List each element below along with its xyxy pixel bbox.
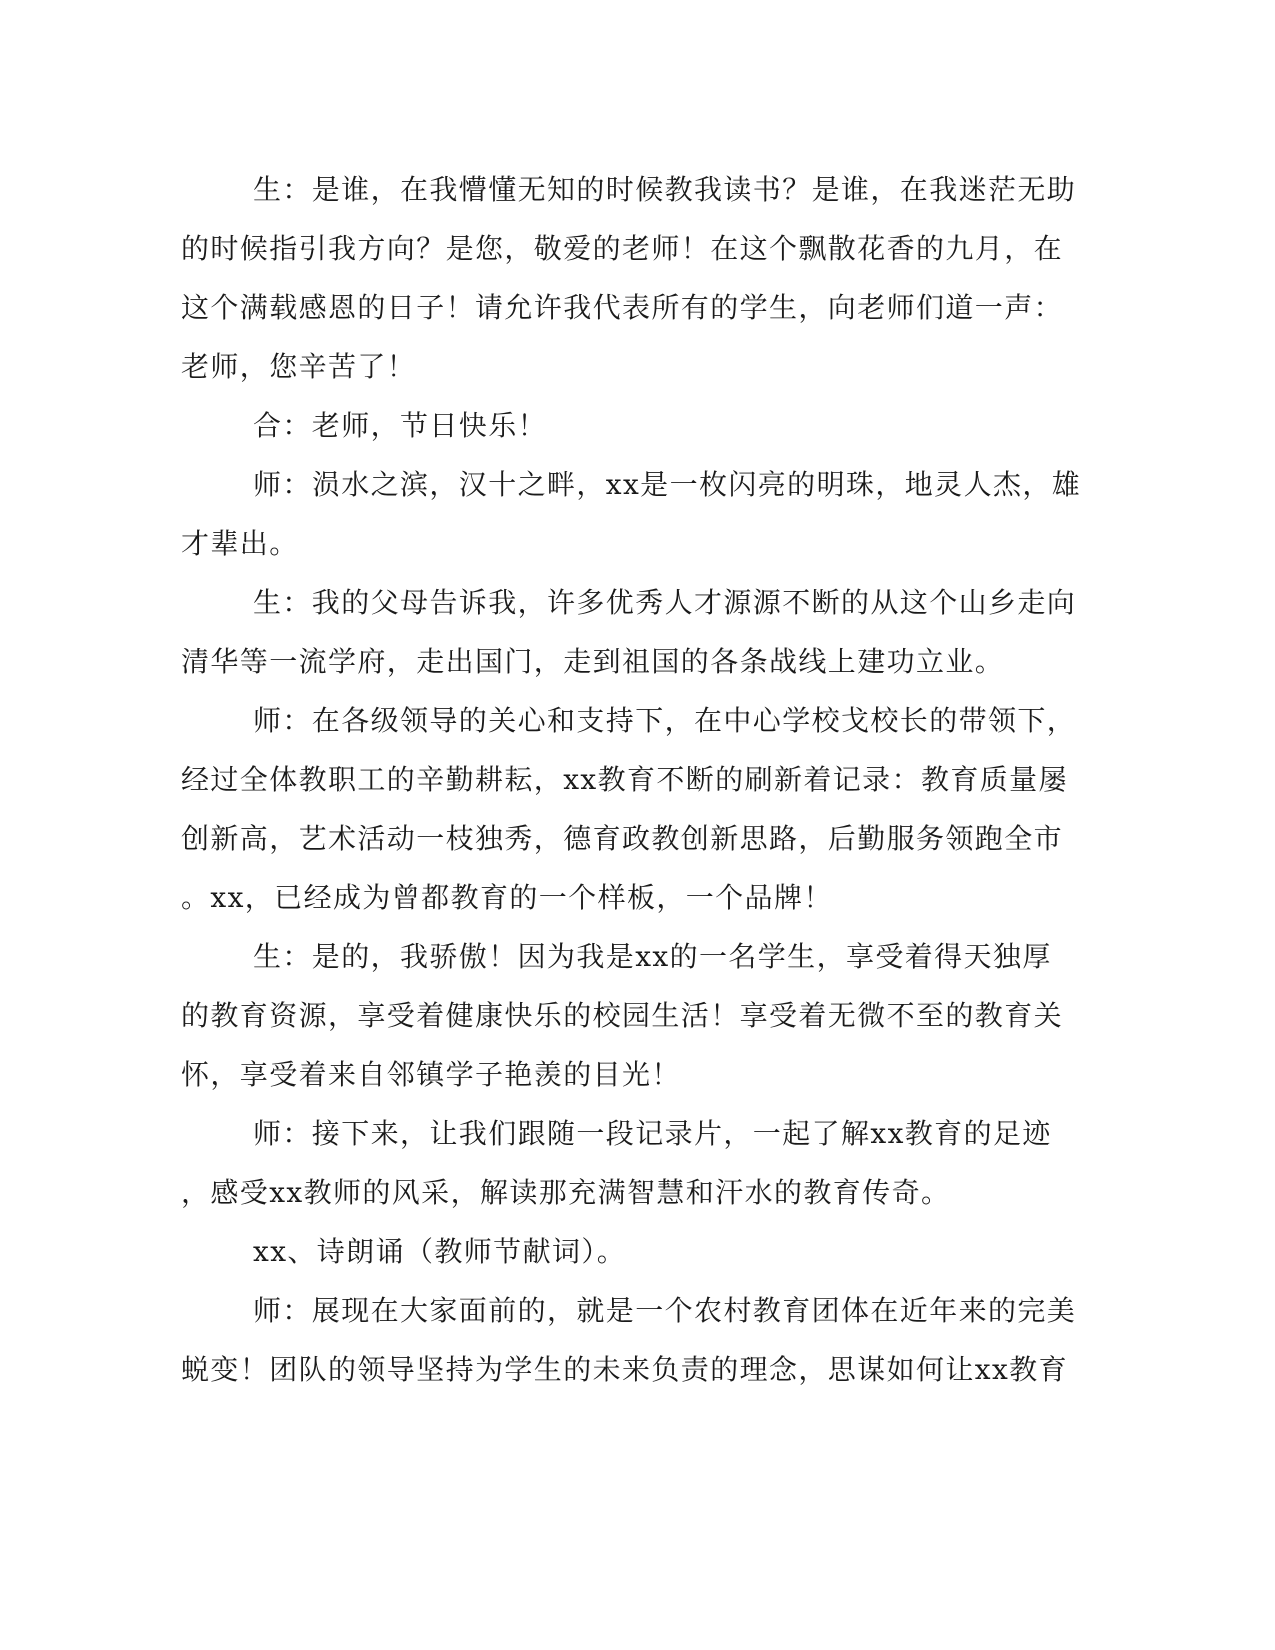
text-line: 的教育资源，享受着健康快乐的校园生活！享受着无微不至的教育关 bbox=[181, 999, 1064, 1032]
paragraph-teacher-1 bbox=[181, 455, 1082, 573]
paragraph-poem-heading bbox=[181, 1222, 1041, 1281]
text-line: 蜕变！团队的领导坚持为学生的未来负责的理念，思谋如何让xx教育 bbox=[181, 1353, 1068, 1386]
text-line: 师：展现在大家面前的，就是一个农村教育团体在近年来的完美 bbox=[253, 1294, 1077, 1327]
text-line: 师：涢水之滨，汉十之畔，xx是一枚闪亮的明珠，地灵人杰，雄 bbox=[253, 468, 1082, 501]
text-line: 这个满载感恩的日子！请允许我代表所有的学生，向老师们道一声： bbox=[181, 291, 1064, 324]
text-line: 师：接下来，让我们跟随一段记录片，一起了解xx教育的足迹 bbox=[253, 1117, 1052, 1150]
text-line: 经过全体教职工的辛勤耕耘，xx教育不断的刷新着记录：教育质量屡 bbox=[181, 763, 1068, 796]
paragraph-student-intro bbox=[181, 160, 1077, 396]
text-line: xx、诗朗诵（教师节献词）。 bbox=[253, 1235, 627, 1268]
text-line: 怀，享受着来自邻镇学子艳羡的目光！ bbox=[181, 1058, 681, 1091]
paragraph-student-2 bbox=[181, 573, 1077, 691]
text-line: 生：是谁，在我懵懂无知的时候教我读书？是谁，在我迷茫无助 bbox=[253, 173, 1077, 206]
paragraph-together bbox=[181, 396, 1041, 455]
paragraph-student-3 bbox=[181, 927, 1064, 1104]
text-line: 才辈出。 bbox=[181, 527, 299, 560]
text-line: ，感受xx教师的风采，解读那充满智慧和汗水的教育传奇。 bbox=[181, 1176, 951, 1209]
text-line: 生：我的父母告诉我，许多优秀人才源源不断的从这个山乡走向 bbox=[253, 586, 1077, 619]
text-line: 的时候指引我方向？是您，敬爱的老师！在这个飘散花香的九月，在 bbox=[181, 232, 1064, 265]
text-line: 清华等一流学府，走出国门，走到祖国的各条战线上建功立业。 bbox=[181, 645, 1005, 678]
paragraph-teacher-2 bbox=[181, 691, 1077, 927]
text-line: 。xx，已经成为曾都教育的一个样板，一个品牌！ bbox=[181, 881, 833, 914]
text-line: 合：老师，节日快乐！ bbox=[253, 409, 548, 442]
text-line: 创新高，艺术活动一枝独秀，德育政教创新思路，后勤服务领跑全市 bbox=[181, 822, 1064, 855]
text-line: 生：是的，我骄傲！因为我是xx的一名学生，享受着得天独厚 bbox=[253, 940, 1052, 973]
text-line: 师：在各级领导的关心和支持下，在中心学校戈校长的带领下， bbox=[253, 704, 1077, 737]
document-body bbox=[181, 160, 1082, 1399]
paragraph-teacher-3 bbox=[181, 1104, 1052, 1222]
paragraph-teacher-4 bbox=[181, 1281, 1077, 1399]
text-line: 老师，您辛苦了！ bbox=[181, 350, 417, 383]
